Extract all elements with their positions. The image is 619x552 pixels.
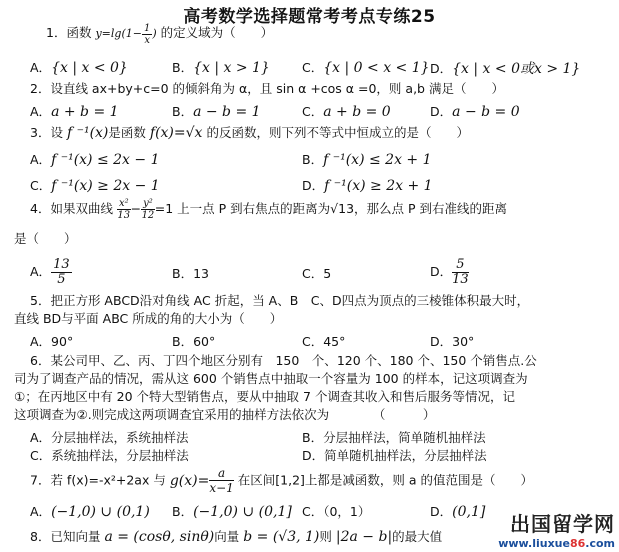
q4-option-b[interactable]: B．13 (172, 266, 209, 281)
q1-option-c[interactable]: C．{x | 0 < x < 1} (302, 60, 430, 76)
question-5-line2: 直线 BD与平面 ABC 所成的角的大小为（ ） (14, 311, 283, 326)
q2-option-b[interactable]: B．a − b = 1 (172, 104, 261, 120)
q2-option-a[interactable]: A．a + b = 1 (30, 104, 119, 120)
question-7: 7．若 f(x)=-x²+2ax 与 g(x)= $\frac{a}{x-1}$ 在区间[1,2]上都是减函数，则 a 的值范围是（ ） (30, 466, 534, 495)
q8-vector-a: a = (cosθ, sinθ) (104, 529, 215, 545)
q3-finv: f ⁻¹(x) (66, 125, 109, 141)
site-watermark (498, 508, 615, 550)
q4-frac-y: $\frac{\text{y²}}{12}$ (141, 198, 155, 221)
q1-text: 函数 (66, 25, 92, 40)
question-4-continued: 是（ ） (14, 231, 77, 246)
q5-option-b[interactable]: B．60° (172, 334, 216, 349)
q8-expression: |2a − b| (335, 529, 393, 545)
q1-number: 1． (46, 25, 67, 40)
q6-option-b[interactable]: B．分层抽样法，简单随机抽样法 (302, 430, 486, 445)
question-8: 8．已知向量 a = (cosθ, sinθ)向量 b = (√3, 1)则 |2a − b|的最大值 (30, 529, 443, 545)
watermark-url: www.liuxue86.com (498, 537, 615, 550)
q3-option-a[interactable]: A．f ⁻¹(x) ≤ 2x − 1 (30, 152, 160, 168)
page-title: 高考数学选择题常考考点专练25 (183, 7, 436, 27)
q7-option-d[interactable]: D．(0,1] (430, 504, 486, 520)
q5-option-c[interactable]: C．45° (302, 334, 346, 349)
question-3: 3．设 f ⁻¹(x)是函数 f(x)=√x 的反函数，则下列不等式中恒成立的是（ ） (30, 125, 469, 141)
q3-option-d[interactable]: D．f ⁻¹(x) ≥ 2x + 1 (302, 178, 433, 194)
q4-frac-x: $\frac{\text{x²}}{13}$ (117, 198, 131, 221)
question-2: 2．设直线 ax+by+c=0 的倾斜角为 α，且 sin α +cos α =0，则 a,b 满足（ ） (30, 81, 504, 96)
q6-option-c[interactable]: C．系统抽样法，分层抽样法 (30, 448, 189, 463)
question-6-line1: 6．某公司甲、乙、丙、丁四个地区分别有 150 个、120 个、180 个、150 个销售点.公 (30, 353, 537, 368)
q1-option-a[interactable]: A．{x | x < 0} (30, 60, 128, 76)
question-1 (30, 22, 613, 46)
q1-tail: 的定义域为（ ） (160, 25, 274, 40)
q7-option-a[interactable]: A．(−1,0) ∪ (0,1) (30, 504, 150, 520)
q6-option-d[interactable]: D．简单随机抽样法，分层抽样法 (302, 448, 487, 463)
q2-option-c[interactable]: C．a + b = 0 (302, 104, 391, 120)
q5-option-d[interactable]: D．30° (430, 334, 475, 349)
q7-option-c[interactable]: C．（0，1） (302, 504, 371, 519)
q4-option-c[interactable]: C．5 (302, 266, 332, 281)
q4-option-d[interactable]: D． $\frac{5}{13}$ (430, 257, 469, 287)
question-6-line3: ①；在丙地区中有 20 个特大型销售点，要从中抽取 7 个调查其收入和售后服务等情况，记 (14, 389, 515, 404)
q7-gx: g(x)= $\frac{a}{x-1}$ (169, 466, 234, 495)
q2-option-d[interactable]: D．a − b = 0 (430, 104, 520, 120)
q4-option-a[interactable]: A． $\frac{13}{5}$ (30, 257, 70, 287)
q1-option-b[interactable]: B．{x | x > 1} (172, 60, 270, 76)
q6-option-a[interactable]: A．分层抽样法，系统抽样法 (30, 430, 189, 445)
question-4: 4．如果双曲线 $\frac{\text{x²}}{13}$ − $\frac{\text{y²}}{12}$ =1 上一点 P 到右焦点的距离为√13，那么点 P 到右准线的距离 (30, 198, 508, 221)
q5-option-a[interactable]: A．90° (30, 334, 74, 349)
question-6-line4: 这项调查为②.则完成这两项调查宜采用的抽样方法依次为 （ ） (14, 407, 436, 422)
q3-option-c[interactable]: C．f ⁻¹(x) ≥ 2x − 1 (30, 178, 160, 194)
q7-option-b[interactable]: B．(−1,0) ∪ (0,1] (172, 504, 292, 520)
question-6-line2: 司为了调查产品的情况，需从这 600 个销售点中抽取一个容量为 100 的样本，记这项调查为 (14, 371, 528, 386)
q3-fx: f(x)=√x (149, 125, 203, 141)
q1-option-d[interactable]: D．{x | x < 0或x > 1} (430, 61, 581, 77)
q8-vector-b: b = (√3, 1) (243, 529, 320, 545)
q3-option-b[interactable]: B．f ⁻¹(x) ≤ 2x + 1 (302, 152, 432, 168)
watermark-title: 出国留学网 (510, 512, 615, 536)
question-5-line1: 5．把正方形 ABCD沿对角线 AC 折起，当 A、B C、D四点为顶点的三棱锥体积最大时， (30, 293, 530, 308)
q1-formula: y=lg(1− $\frac{1}{x}$ ) (95, 22, 157, 46)
